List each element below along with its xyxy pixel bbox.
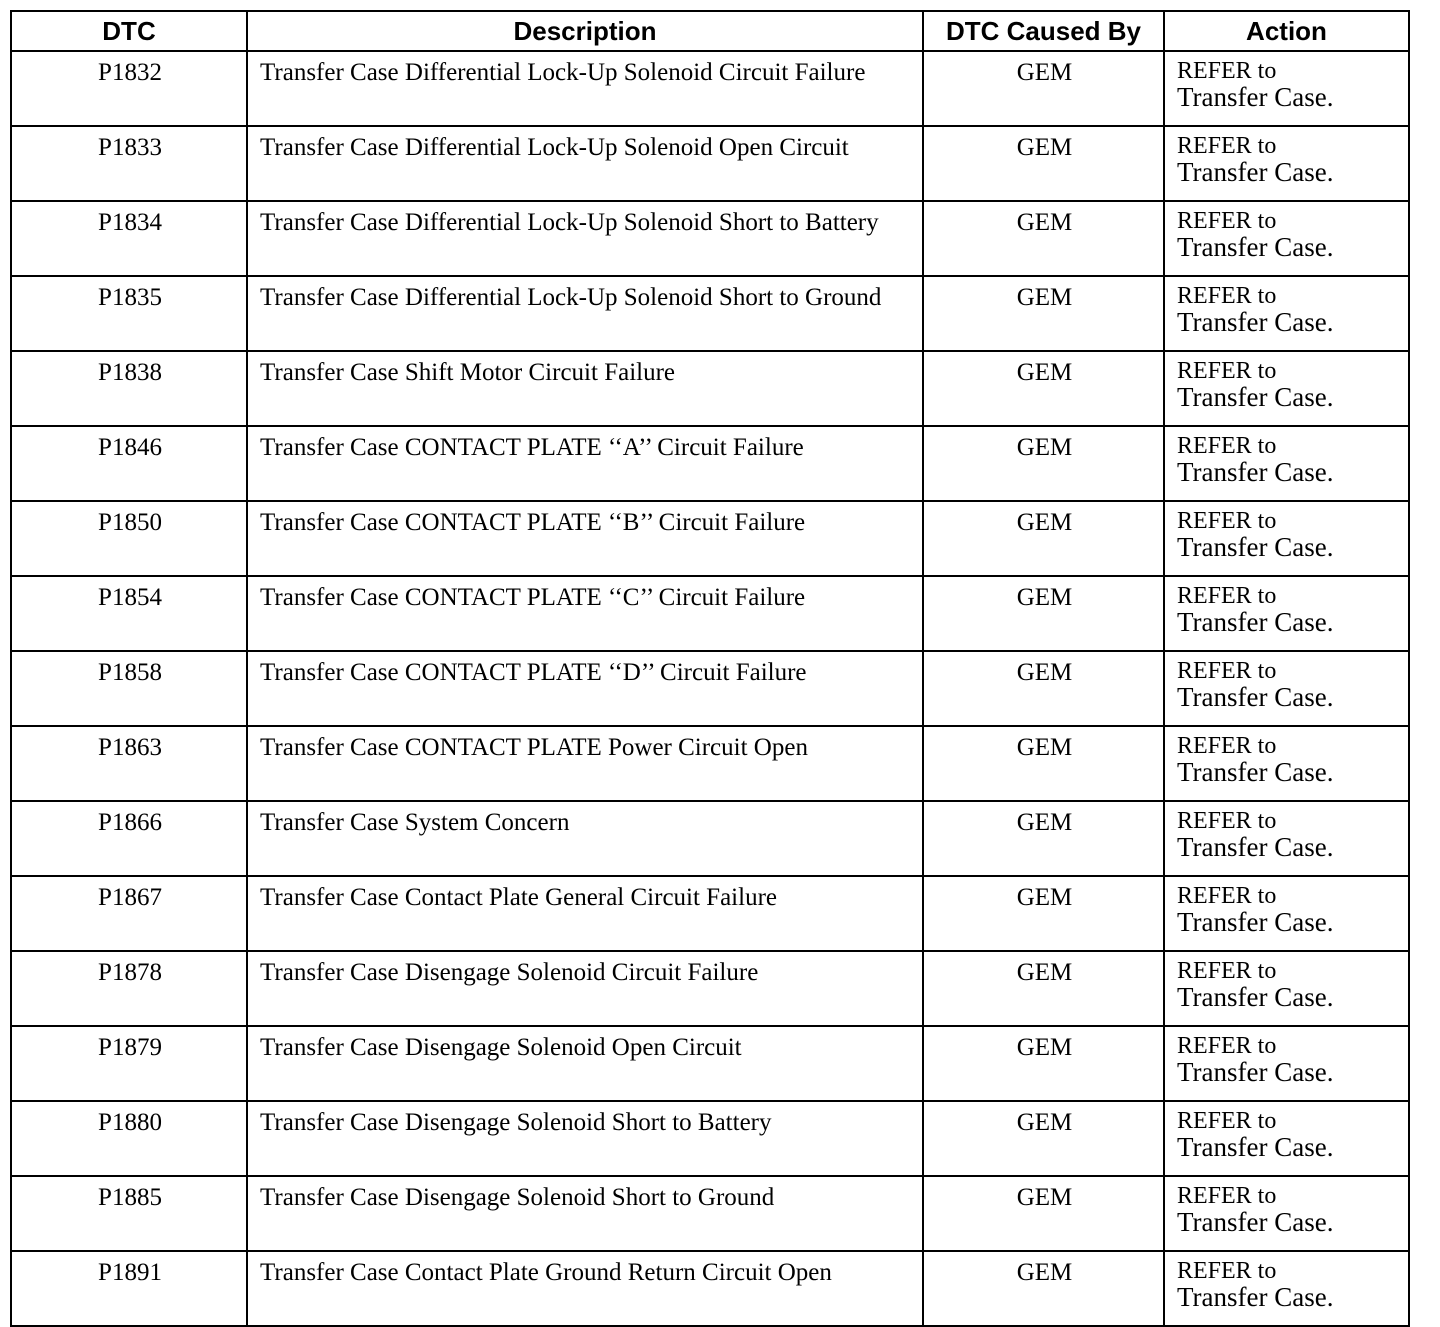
dtc-action [1164,426,1409,501]
action-refer-text: REFER to [1177,133,1277,159]
dtc-description: Transfer Case CONTACT PLATE ‘‘B’’ Circuit Failure [247,501,923,576]
action-refer-text: REFER to [1177,208,1277,234]
action-target-text: Transfer Case. [1177,982,1334,1012]
dtc-code: P1879 [11,1026,247,1101]
dtc-action [1164,51,1409,126]
dtc-description: Transfer Case Disengage Solenoid Short to Battery [247,1101,923,1176]
dtc-description: Transfer Case Differential Lock-Up Solenoid Circuit Failure [247,51,923,126]
action-refer-text: REFER to [1177,883,1277,909]
dtc-description: Transfer Case CONTACT PLATE ‘‘C’’ Circuit Failure [247,576,923,651]
header-action: Action [1164,11,1409,51]
header-caused-by: DTC Caused By [923,11,1164,51]
action-target-text: Transfer Case. [1177,832,1334,862]
dtc-action [1164,651,1409,726]
dtc-code: P1833 [11,126,247,201]
action-refer-text: REFER to [1177,433,1277,459]
dtc-action [1164,726,1409,801]
dtc-code: P1832 [11,51,247,126]
action-target-text: Transfer Case. [1177,232,1334,262]
action-refer-text: REFER to [1177,1108,1277,1134]
dtc-code: P1880 [11,1101,247,1176]
table-row [11,201,1409,276]
action-refer-text: REFER to [1177,1258,1277,1284]
dtc-caused-by: GEM [923,1101,1164,1176]
dtc-description: Transfer Case CONTACT PLATE ‘‘D’’ Circuit Failure [247,651,923,726]
dtc-code: P1846 [11,426,247,501]
action-refer-text: REFER to [1177,733,1277,759]
dtc-code: P1863 [11,726,247,801]
action-refer-text: REFER to [1177,958,1277,984]
action-refer-text: REFER to [1177,58,1277,84]
dtc-caused-by: GEM [923,1251,1164,1326]
table-row [11,276,1409,351]
dtc-code: P1834 [11,201,247,276]
dtc-caused-by: GEM [923,126,1164,201]
table-row [11,576,1409,651]
action-target-text: Transfer Case. [1177,1132,1334,1162]
dtc-caused-by: GEM [923,351,1164,426]
dtc-caused-by: GEM [923,201,1164,276]
header-row [11,11,1409,51]
dtc-description: Transfer Case Shift Motor Circuit Failure [247,351,923,426]
dtc-caused-by: GEM [923,1176,1164,1251]
dtc-description: Transfer Case Contact Plate General Circuit Failure [247,876,923,951]
table-row [11,726,1409,801]
dtc-action [1164,1251,1409,1326]
dtc-action [1164,276,1409,351]
table-body [11,51,1409,1326]
table-row [11,501,1409,576]
dtc-description: Transfer Case Differential Lock-Up Solenoid Open Circuit [247,126,923,201]
table-row [11,351,1409,426]
dtc-description: Transfer Case CONTACT PLATE Power Circuit Open [247,726,923,801]
table-row [11,426,1409,501]
table-row [11,1101,1409,1176]
dtc-description: Transfer Case Disengage Solenoid Open Circuit [247,1026,923,1101]
dtc-action [1164,201,1409,276]
dtc-code: P1891 [11,1251,247,1326]
dtc-description: Transfer Case Disengage Solenoid Short to Ground [247,1176,923,1251]
dtc-caused-by: GEM [923,501,1164,576]
dtc-caused-by: GEM [923,576,1164,651]
table-row [11,1251,1409,1326]
action-target-text: Transfer Case. [1177,682,1334,712]
table-row [11,1026,1409,1101]
table-row [11,126,1409,201]
dtc-code: P1878 [11,951,247,1026]
action-target-text: Transfer Case. [1177,82,1334,112]
dtc-caused-by: GEM [923,801,1164,876]
dtc-caused-by: GEM [923,651,1164,726]
table-row [11,51,1409,126]
action-target-text: Transfer Case. [1177,307,1334,337]
action-refer-text: REFER to [1177,1183,1277,1209]
dtc-code: P1835 [11,276,247,351]
dtc-description: Transfer Case System Concern [247,801,923,876]
action-target-text: Transfer Case. [1177,607,1334,637]
action-target-text: Transfer Case. [1177,907,1334,937]
dtc-code: P1885 [11,1176,247,1251]
action-refer-text: REFER to [1177,358,1277,384]
action-target-text: Transfer Case. [1177,757,1334,787]
table-row [11,876,1409,951]
header-dtc: DTC [11,11,247,51]
dtc-description: Transfer Case Differential Lock-Up Solenoid Short to Battery [247,201,923,276]
table-row [11,651,1409,726]
dtc-caused-by: GEM [923,876,1164,951]
dtc-description: Transfer Case Contact Plate Ground Return Circuit Open [247,1251,923,1326]
dtc-description: Transfer Case Differential Lock-Up Solenoid Short to Ground [247,276,923,351]
dtc-action [1164,1026,1409,1101]
dtc-action [1164,126,1409,201]
dtc-action [1164,876,1409,951]
table-header [11,11,1409,51]
action-target-text: Transfer Case. [1177,457,1334,487]
dtc-action [1164,801,1409,876]
dtc-action [1164,576,1409,651]
dtc-action [1164,501,1409,576]
action-refer-text: REFER to [1177,283,1277,309]
table-row [11,801,1409,876]
dtc-caused-by: GEM [923,1026,1164,1101]
table-row [11,951,1409,1026]
action-refer-text: REFER to [1177,583,1277,609]
dtc-code: P1866 [11,801,247,876]
action-target-text: Transfer Case. [1177,1057,1334,1087]
table-row [11,1176,1409,1251]
dtc-caused-by: GEM [923,426,1164,501]
dtc-action [1164,1101,1409,1176]
dtc-table [10,10,1410,1327]
dtc-caused-by: GEM [923,951,1164,1026]
dtc-description: Transfer Case CONTACT PLATE ‘‘A’’ Circuit Failure [247,426,923,501]
dtc-code: P1854 [11,576,247,651]
action-refer-text: REFER to [1177,808,1277,834]
dtc-caused-by: GEM [923,276,1164,351]
action-target-text: Transfer Case. [1177,157,1334,187]
dtc-code: P1867 [11,876,247,951]
dtc-code: P1858 [11,651,247,726]
dtc-action [1164,1176,1409,1251]
action-target-text: Transfer Case. [1177,532,1334,562]
action-target-text: Transfer Case. [1177,1207,1334,1237]
dtc-caused-by: GEM [923,51,1164,126]
header-description: Description [247,11,923,51]
dtc-caused-by: GEM [923,726,1164,801]
action-target-text: Transfer Case. [1177,382,1334,412]
dtc-code: P1838 [11,351,247,426]
dtc-description: Transfer Case Disengage Solenoid Circuit Failure [247,951,923,1026]
action-refer-text: REFER to [1177,658,1277,684]
action-target-text: Transfer Case. [1177,1282,1334,1312]
dtc-action [1164,951,1409,1026]
dtc-code: P1850 [11,501,247,576]
dtc-action [1164,351,1409,426]
action-refer-text: REFER to [1177,1033,1277,1059]
action-refer-text: REFER to [1177,508,1277,534]
